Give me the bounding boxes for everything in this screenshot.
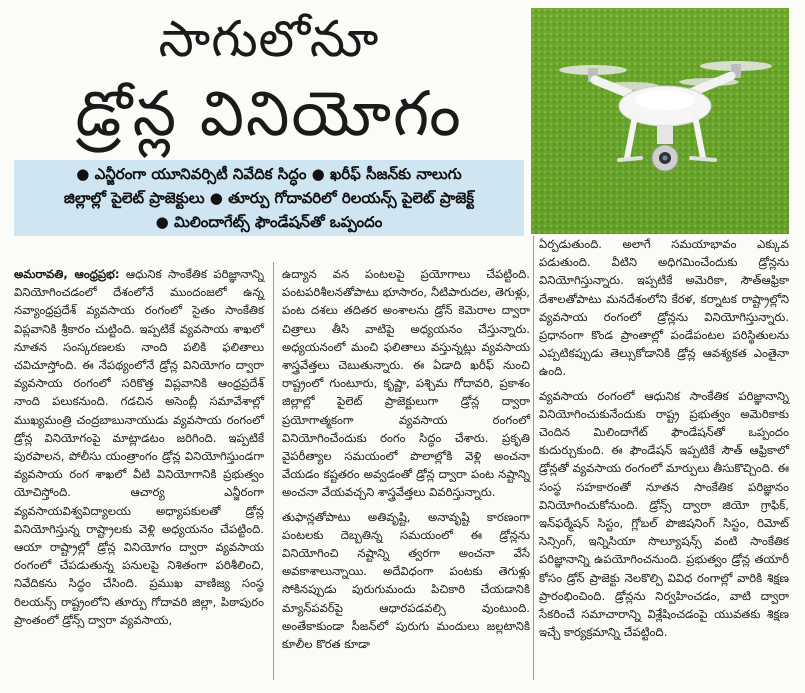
body-text: ఆధునిక సాంకేతిక పరిజ్ఞానాన్ని వినియోగించడంలో దేశంలోనే ముందంజలో ఉన్న నవ్యాంధ్రప్రదేశ్ వ్యవసాయ రంగంలో సైతం సాంకేతిక విప్లవానికి శ్రీకారం చుట్టింది. ఇప్పటికే వ్యవసాయ శాఖలో నూతన సంస్కరణలకు నాంది పలికి ఫలితాలు చవిచూస్తోంది. ఈ నేపథ్యంలోనే డ్రోన్ల వినియోగం ద్వారా వ్యవసాయ రంగంలో సరికొత్త విప్లవానికి ఆంధ్రప్రదేశ్ నాంది పలుకనుంది. గడచిన అసెంబ్లీ సమావేశాల్లో ముఖ్యమంత్రి చంద్రబాబునాయుడు వ్యవసాయ రంగంలో డ్రోన్ల వినియోగంపై మాట్లాడటం జరిగింది. ఇప్పటికే పురపాలన, పోలీసు యంత్రాంగం డ్రోన్ల వినియోగిస్తుండగా వ్యవసాయ రంగ శాఖలో వీటి వినియోగానికి ప్రభుత్వం యోచిస్తోంది. ఆచార్య ఎన్జీరంగా వ్యవసాయవిశ్వవిద్యాలయ అధ్యాపకులతో డ్రోన్ల వినియోగిస్తున్న రాష్ట్రాలకు వెళ్లి అధ్యయనం చేపట్టింది. ఆయా రాష్ట్రాల్లో డ్రోన్ల వినియోగం ద్వారా వ్యవసాయ రంగంలో చేపడుతున్న పనులపై నిశితంగా పరిశీలించి, నివేదికను సిద్ధం చేసింది. ప్రముఖ వాణిజ్య సంస్థ రిలయన్స్ రాష్ట్రంలోని తూర్పు గోదావరి జిల్లా, పిఠాపురం ప్రాంతంలో డ్రోన్స్ ద్వారా వ్యవసాయ, [14,267,264,627]
headline-line-1: సాగులోనూ [158,10,380,68]
article-paragraph: ఏర్పడుతుంది. అలాగే సమయాభావం ఎక్కువ పడుతుంది. వీటిని అధిగమించేందుకు డ్రోన్లను వినియోగిస్తున్నారు. ఇప్పటికే అమెరికా, సౌత్‌ఆఫ్రికా దేశాలతోపాటు మనదేశంలోని కేరళ, కర్నాటక రాష్ట్రాల్లోని వ్యవసాయ రంగంలో డ్రోన్లను వినియోగిస్తున్నారు. ప్రధానంగా కొండ ప్రాంతాల్లో పండేపంటల పరిస్థితులను ఎప్పటికప్పుడు తెల్సుకోడానికి డ్రోన్ల ఆవశ్యకత ఎంతైనా ఉంది. [539,237,789,379]
dateline: అమరావతి, ఆంధ్రప్రభ: [14,267,120,281]
headline-line-2: డ్రోన్ల వినియోగం [75,77,463,150]
drone-photo [531,8,789,234]
column-divider [273,262,274,680]
article-paragraph: తుఫాన్లతోపాటు అతివృష్టి, అనావృష్టి కారణంగా పంటలకు దెబ్బతిన్న సమయంలో ఈ డ్రోన్లను వినియోగించి నష్టాన్ని త్వరగా అంచనా వేసే అవకాశాలున్నాయి. అదేవిధంగా పంటకు తెగుళ్లు సోకినప్పుడు పురుగుమందు పిచికారి చేయడానికి మ్యాన్‌పవర్‌పై ఆధారపడవల్సి వుంటుంది. అంతేకాకుండా సీజన్‌లో పురుగు మందులు జల్లటానికి కూలీల కొరత కూడా [282,509,530,652]
subheadline-1: ● ఎన్జీరంగా యూనివర్సిటీ నివేదిక సిద్ధం ● ఖరీఫ్ సీజన్‌కు నాలుగు [76,165,462,183]
article-paragraph: ఉద్యాన వన పంటలపై ప్రయోగాలు చేపట్టింది. పంటపరిశీలనతోపాటు భూసారం, నీటిపారుదల, తెగుళ్లు, పంట దశలు తదితర అంశాలను డ్రోన్ కెమెరాల ద్వారా చిత్రాలు తీసి వాటిపై అధ్యయనం చేస్తున్నారు. అధ్యయనంలో మంచి ఫలితాలు వస్తున్నట్లు వ్యవసాయ శాస్త్రవేత్తలు చెబుతున్నారు. ఈ ఏడాది ఖరీఫ్ నుంచి రాష్ట్రంలో గుంటూరు, కృష్ణా, పశ్చిమ గోదావరి, ప్రకాశం జిల్లాల్లో పైలెట్ ప్రాజెక్టులుగా డ్రోన్ల ద్వారా ప్రయోగాత్మకంగా వ్యవసాయ రంగంలో వినియోగించేందుకు రంగం సిద్ధం చేశారు. ప్రకృతి వైపరీత్యాల సమయంలో పొలాల్లోకి వెళ్లి అంచనా వేయడం కష్టతరం అవ్వడంతో డ్రోన్ల ద్వారా పంట నష్టాన్ని అంచనా వేయవచ్చని శాస్త్రవేత్తలు వివరిస్తున్నారు. [282,267,530,500]
article-column-1 [14,265,264,629]
article-column-2 [282,265,530,653]
subheadline-box [14,160,524,236]
headline [14,6,524,156]
article-paragraph: వ్యవసాయ రంగంలో ఆధునిక సాంకేతిక పరిజ్ఞానాన్ని వినియోగించుకునేందుకు రాష్ట్ర ప్రభుత్వం అమెరికాకు చెందిన మిలిందాగేట్ ఫౌండేషన్‌తో ఒప్పందం కుదుర్చుకుంది. ఈ ఫౌండేషన్ ఇప్పటికే సౌత్ ఆఫ్రికాలో డ్రోన్లతో వ్యవసాయ రంగంలో మార్పులు తీసుకొచ్చింది. ఈ సంస్థ సహకారంతో నూతన సాంకేతిక పరిజ్ఞానం వినియోగించుకోనుంది. డ్రోన్స్ ద్వారా జియో గ్రాఫిక్, ఇన్‌ఫర్మేషన్ సిస్టం, గ్లోబల్ పొజిషనింగ్ సిస్టం, రిమోట్ సెన్సింగ్, ఇన్నిసియా సొల్యూషన్స్ వంటి సాంకేతిక పరిజ్ఞానాన్ని ఉపయోగించనుంది. ప్రభుత్వం డ్రోన్ల తయారీ కోసం డ్రోన్ ప్రాజెక్టు నెలకొల్పి వివిధ రంగాల్లో వారికి శిక్షణ ప్రారంభించింది. డ్రోన్లను నిర్వహించడం, వాటి ద్వారా సేకరించే సమాచారాన్ని విశ్లేషించడంపై యువతకు శిక్షణ ఇచ్చే కార్యక్రమాన్ని చేపట్టింది. [539,388,789,640]
subheadline-2: జిల్లాల్లో పైలెట్ ప్రాజెక్టులు ● తూర్పు గోదావరిలో రిలయన్స్ పైలెట్ ప్రాజెక్ట్ [63,189,475,207]
article-paragraph [14,265,264,629]
drone-illustration [531,8,789,234]
subheadline-3: ● మిలిందాగేట్స్ ఫౌండేషన్‌తో ఒప్పందం [155,213,383,231]
column-divider [533,236,534,680]
article-column-3 [539,235,789,641]
